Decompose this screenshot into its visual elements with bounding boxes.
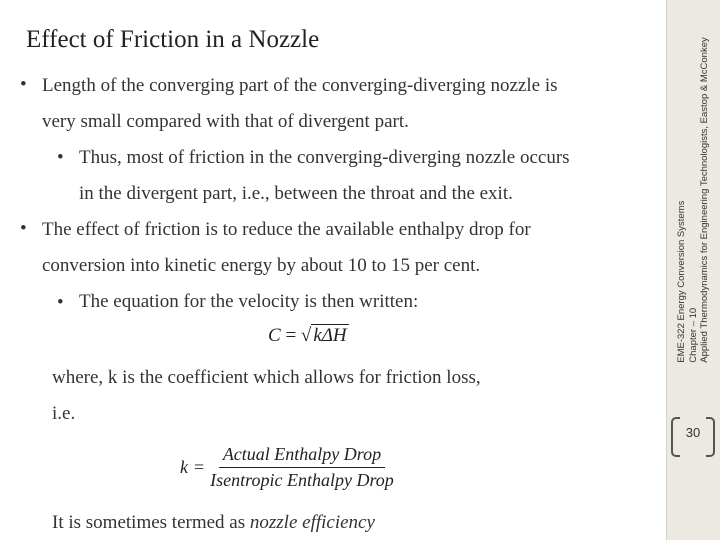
k-equation <box>180 444 394 491</box>
right-bracket-icon <box>706 417 715 457</box>
bullet-marker: • <box>57 292 64 313</box>
sidebar-course: EME-322 Energy Conversion Systems <box>675 200 687 363</box>
slide-title: Effect of Friction in a Nozzle <box>26 26 320 53</box>
bullet-4-text <box>79 284 418 320</box>
where-text <box>52 360 481 432</box>
nozzle-efficiency-note <box>52 512 375 534</box>
bullet-2-line2: in the divergent part, i.e., between the throat and the exit. <box>79 183 513 204</box>
fraction-denominator: Isentropic Enthalpy Drop <box>210 470 394 490</box>
bullet-2-text <box>79 140 570 212</box>
where-line1: where, k is the coefficient which allows for friction loss, <box>52 367 481 388</box>
bullet-marker: • <box>57 147 64 168</box>
fraction-numerator: Actual Enthalpy Drop <box>219 444 385 468</box>
where-line2: i.e. <box>52 403 76 424</box>
bullet-1-line2: very small compared with that of divergent part. <box>42 111 409 132</box>
note-italic-term: nozzle efficiency <box>249 512 375 533</box>
bullet-4-line1: The equation for the velocity is then written: <box>79 291 419 312</box>
fraction <box>210 444 394 491</box>
sidebar-reference: Applied Thermodynamics for Engineering Technologists, Eastop & McConkey <box>698 37 710 363</box>
sidebar-reference-text <box>676 37 711 362</box>
bullet-3-text <box>42 212 531 284</box>
velocity-equation: C = √ kΔH <box>268 325 347 346</box>
bullet-3-line2: conversion into kinetic energy by about 10 to 15 per cent. <box>42 255 481 276</box>
note-prefix: It is sometimes termed as <box>52 512 250 533</box>
equation-equals: = <box>280 325 301 346</box>
k-symbol: k <box>180 457 188 477</box>
sidebar-chapter: Chapter – 10 <box>687 307 699 363</box>
equation-lhs: C <box>268 325 281 346</box>
bullet-2-line1: Thus, most of friction in the converging-diverging nozzle occurs <box>79 147 570 168</box>
k-equals: = <box>194 457 205 477</box>
page-number: 30 <box>685 425 701 440</box>
bullet-1-line1: Length of the converging part of the converging-diverging nozzle is <box>42 75 558 96</box>
bullet-3-line1: The effect of friction is to reduce the available enthalpy drop for <box>42 219 531 240</box>
page-number-badge <box>671 417 715 455</box>
bullet-marker: • <box>20 218 27 239</box>
bullet-marker: • <box>20 74 27 95</box>
equation-radicand: kΔH <box>313 325 347 346</box>
bullet-1-text <box>42 68 558 140</box>
